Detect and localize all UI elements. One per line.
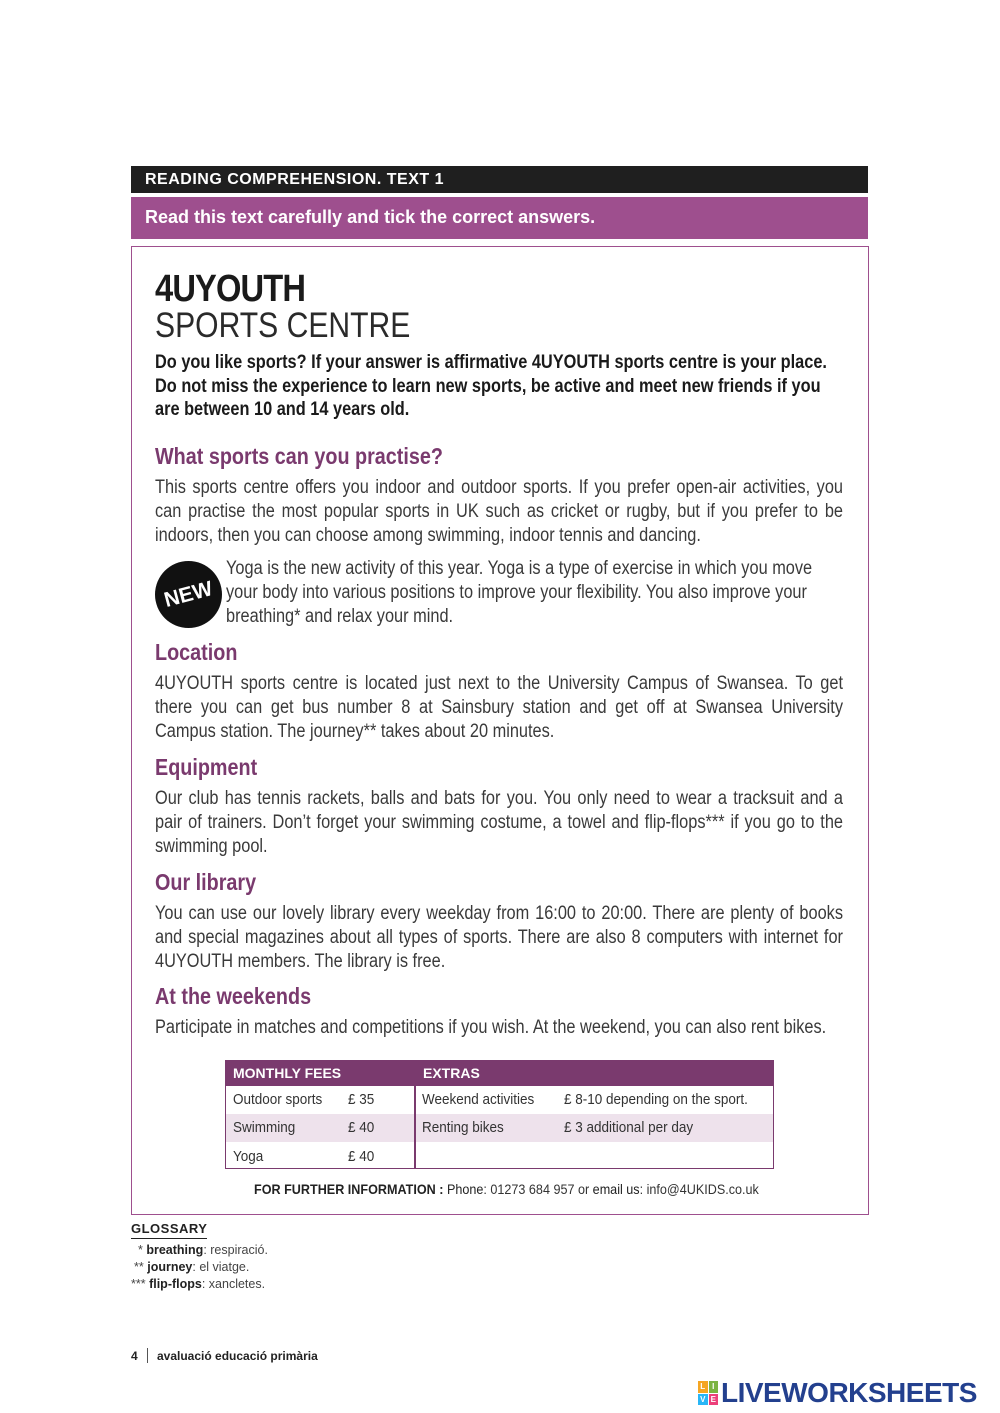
glossary-definition: : respiració. bbox=[203, 1243, 268, 1257]
phone-label: Phone bbox=[446, 1181, 484, 1197]
glossary-title: GLOSSARY bbox=[131, 1221, 207, 1239]
heading-weekends: At the weekends bbox=[155, 983, 312, 1009]
liveworksheets-logo-icon bbox=[698, 1381, 718, 1405]
phone-value: : 01273 684 957 or bbox=[483, 1181, 593, 1197]
paragraph-weekends: Participate in matches and competitions if you wish. At the weekend, you can also rent bikes. bbox=[155, 1017, 827, 1038]
glossary-marker: * bbox=[138, 1243, 143, 1257]
extra-item: Renting bikes bbox=[422, 1119, 504, 1136]
glossary-term: journey bbox=[147, 1260, 193, 1274]
email-value: : info@4UKIDS.co.uk bbox=[639, 1181, 759, 1197]
paragraph-sports: This sports centre offers you indoor and outdoor sports. If you prefer open-air activities, you can practise the most popular sports in UK such as cricket or rugby, but if you prefer to be indoors, then you can choose among swimming, indoor tennis and dancing. bbox=[155, 477, 843, 546]
page-separator bbox=[147, 1348, 148, 1363]
glossary-marker: ** bbox=[134, 1260, 144, 1274]
glossary-marker: *** bbox=[131, 1277, 146, 1291]
fee-activity: Swimming bbox=[233, 1119, 296, 1136]
further-information bbox=[254, 1181, 759, 1197]
glossary-term: breathing bbox=[146, 1243, 204, 1257]
new-badge bbox=[155, 561, 222, 628]
liveworksheets-logo-text: LIVEWORKSHEETS bbox=[721, 1377, 977, 1408]
section-title-bar: READING COMPREHENSION. TEXT 1 bbox=[131, 166, 868, 193]
extra-price: £ 8-10 depending on the sport. bbox=[564, 1091, 748, 1108]
logo-letter: L bbox=[698, 1381, 708, 1393]
fee-price: £ 40 bbox=[348, 1148, 375, 1165]
fee-price: £ 40 bbox=[348, 1119, 375, 1136]
glossary-item bbox=[131, 1277, 265, 1291]
article-subtitle: SPORTS CENTRE bbox=[155, 306, 411, 345]
glossary-definition: : el viatge. bbox=[192, 1260, 250, 1274]
glossary-term: flip-flops bbox=[149, 1277, 202, 1291]
table-header-monthly-fees: MONTHLY FEES bbox=[226, 1061, 414, 1086]
fee-price: £ 35 bbox=[348, 1091, 375, 1108]
logo-letter: E bbox=[709, 1394, 719, 1406]
fee-activity: Outdoor sports bbox=[233, 1091, 323, 1108]
paragraph-yoga: Yoga is the new activity of this year. Yoga is a type of exercise in which you move your body into various positions to improve your flexibility. You also improve your breathing* and relax your mind. bbox=[226, 558, 813, 627]
article-title: 4UYOUTH bbox=[155, 268, 306, 310]
glossary-item bbox=[134, 1260, 249, 1274]
glossary-item bbox=[138, 1243, 268, 1257]
paragraph-library: You can use our lovely library every weekday from 16:00 to 20:00. There are plenty of books and special magazines about all types of sports. There are also 8 computers with internet for 4UYOUTH members. The library is free. bbox=[155, 903, 843, 972]
logo-letter: I bbox=[709, 1381, 719, 1393]
fees-table bbox=[225, 1060, 774, 1169]
heading-library: Our library bbox=[155, 869, 257, 895]
paragraph-equipment: Our club has tennis rackets, balls and bats for you. You only need to wear a tracksuit and a pair of trainers. Don’t forget your swimming costume, a towel and flip-flops*** if you go to the swimming pool. bbox=[155, 788, 843, 857]
heading-location: Location bbox=[155, 639, 238, 665]
page-number: 4 bbox=[131, 1349, 138, 1363]
email-label: email us bbox=[592, 1181, 640, 1197]
glossary-definition: : xancletes. bbox=[201, 1277, 266, 1291]
extra-price: £ 3 additional per day bbox=[564, 1119, 694, 1136]
heading-sports: What sports can you practise? bbox=[155, 443, 443, 469]
fee-activity: Yoga bbox=[233, 1148, 264, 1165]
article-intro: Do you like sports? If your answer is affirmative 4UYOUTH sports centre is your place. Do not miss the experience to learn new sports, be active and meet new friends if you are between 10 and 14 years old. bbox=[155, 352, 827, 420]
page-footer-text: avaluació educació primària bbox=[157, 1349, 318, 1363]
instruction-bar: Read this text carefully and tick the correct answers. bbox=[131, 197, 868, 239]
liveworksheets-logo bbox=[698, 1378, 977, 1408]
new-badge-label: NEW bbox=[161, 576, 216, 612]
logo-letter: V bbox=[698, 1394, 708, 1406]
table-header-extras: EXTRAS bbox=[416, 1061, 773, 1086]
paragraph-location: 4UYOUTH sports centre is located just next to the University Campus of Swansea. To get there you can get bus number 8 at Sainsbury station and get off at Swansea University Campus station. The journey** takes about 20 minutes. bbox=[155, 673, 843, 742]
extra-item: Weekend activities bbox=[422, 1091, 535, 1108]
further-info-label: FOR FURTHER INFORMATION : bbox=[254, 1181, 444, 1197]
heading-equipment: Equipment bbox=[155, 754, 258, 780]
table-divider bbox=[414, 1061, 416, 1168]
